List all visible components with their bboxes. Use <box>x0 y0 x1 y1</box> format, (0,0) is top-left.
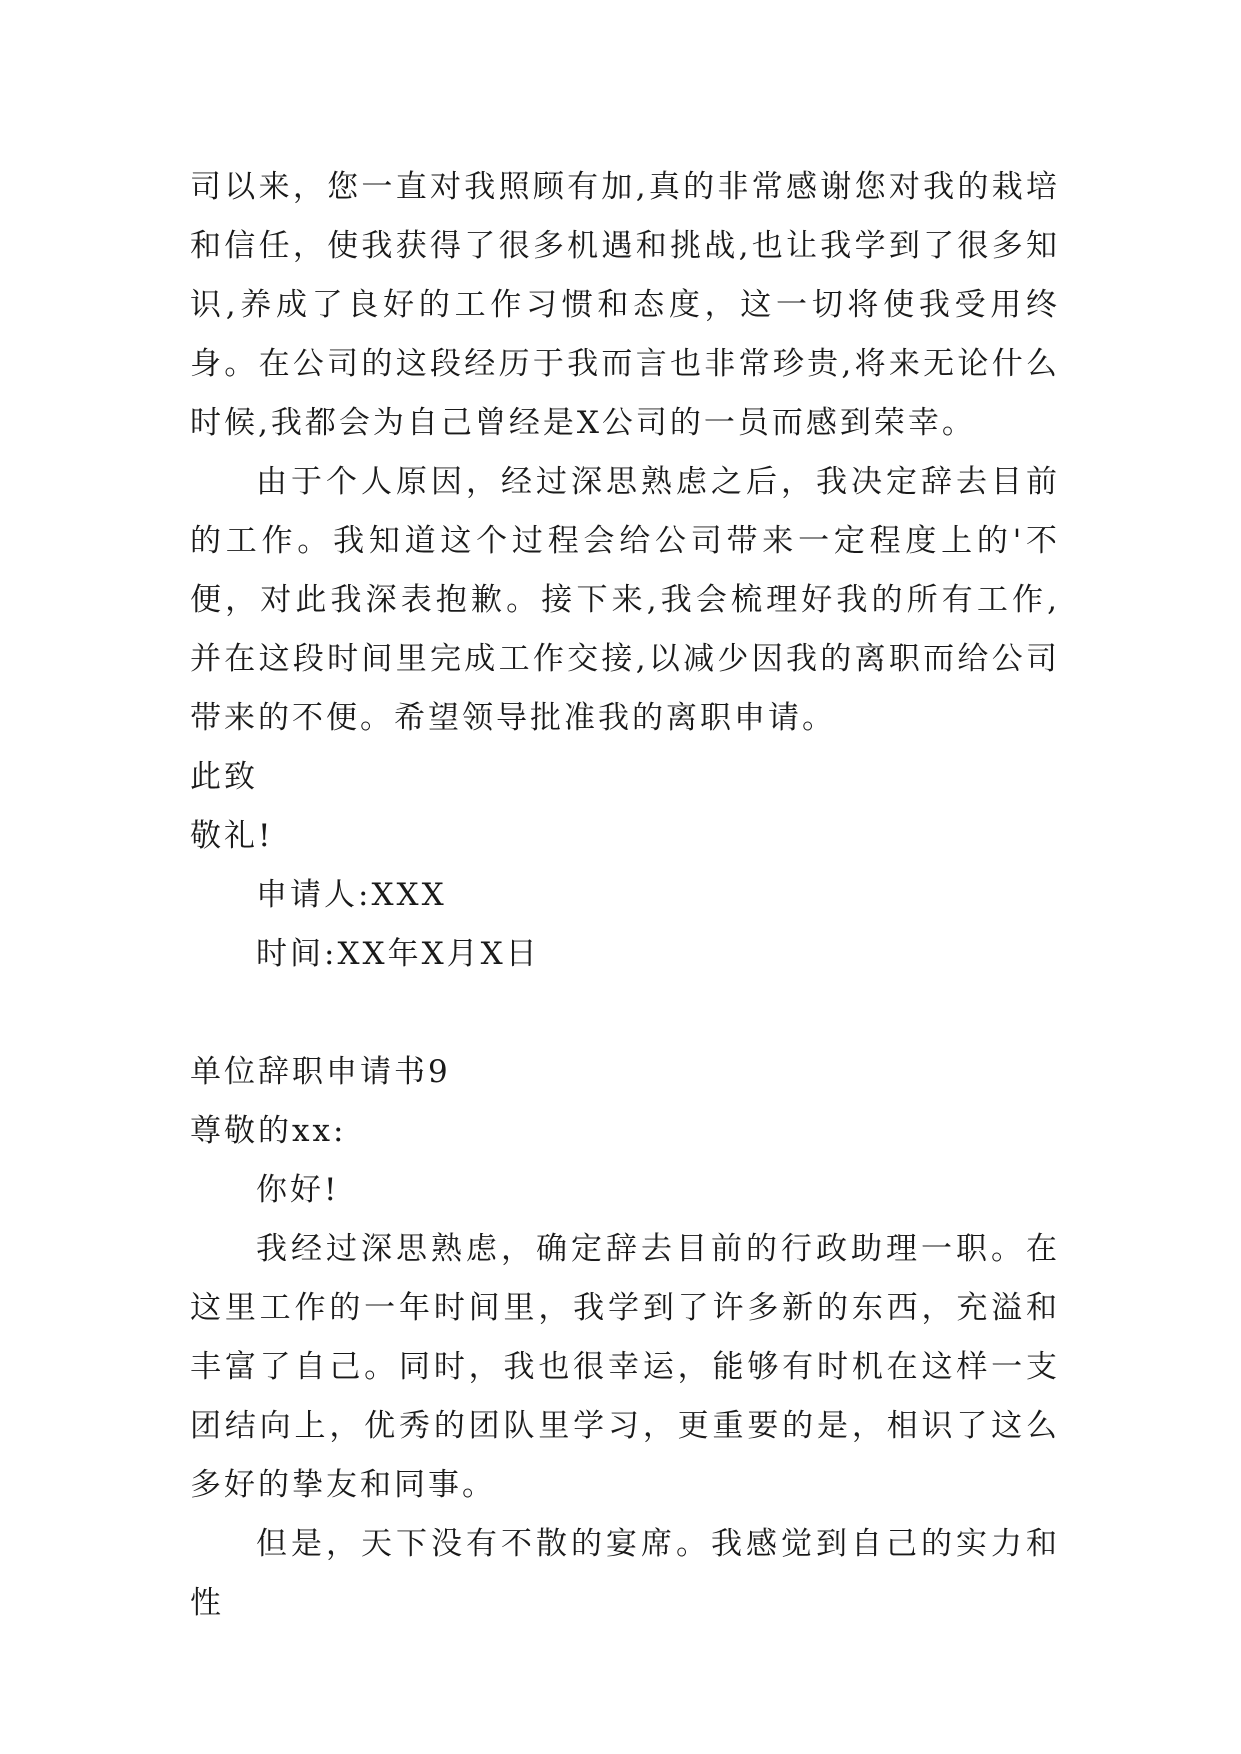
salutation: 尊敬的xx: <box>190 1113 347 1149</box>
paragraph-reason: 由于个人原因，经过深思熟虑之后，我决定辞去目前的工作。我知道这个过程会给公司带来一定程度上的'不便，对此我深表抱歉。接下来,我会梳理好我的所有工作,并在这段时间里完成工作交接,以减少因我的离职而给公司带来的不便。希望领导批准我的离职申请。 <box>190 464 1060 736</box>
paragraph-continued: 司以来，您一直对我照顾有加,真的非常感谢您对我的栽培和信任，使我获得了很多机遇和挑战,也让我学到了很多知识,养成了良好的工作习惯和态度，这一切将使我受用终身。在公司的这段经历于我而言也非常珍贵,将来无论什么时候,我都会为自己曾经是X公司的一员而感到荣幸。 <box>190 169 1060 441</box>
date-line: 时间:XX年X月X日 <box>256 936 540 972</box>
document-body <box>190 158 1060 1633</box>
greeting: 你好! <box>256 1172 340 1208</box>
closing-line-2: 敬礼! <box>190 818 274 854</box>
paragraph-2: 但是，天下没有不散的宴席。我感觉到自己的实力和性 <box>190 1526 1060 1621</box>
closing-line-1: 此致 <box>190 759 258 795</box>
letter-title: 单位辞职申请书9 <box>190 1054 451 1090</box>
applicant-line: 申请人:XXX <box>256 877 447 913</box>
section-spacer <box>190 984 1060 1043</box>
paragraph-1: 我经过深思熟虑，确定辞去目前的行政助理一职。在这里工作的一年时间里，我学到了许多新的东西，充溢和丰富了自己。同时，我也很幸运，能够有时机在这样一支团结向上，优秀的团队里学习，更重要的是，相识了这么多好的挚友和同事。 <box>190 1231 1060 1503</box>
